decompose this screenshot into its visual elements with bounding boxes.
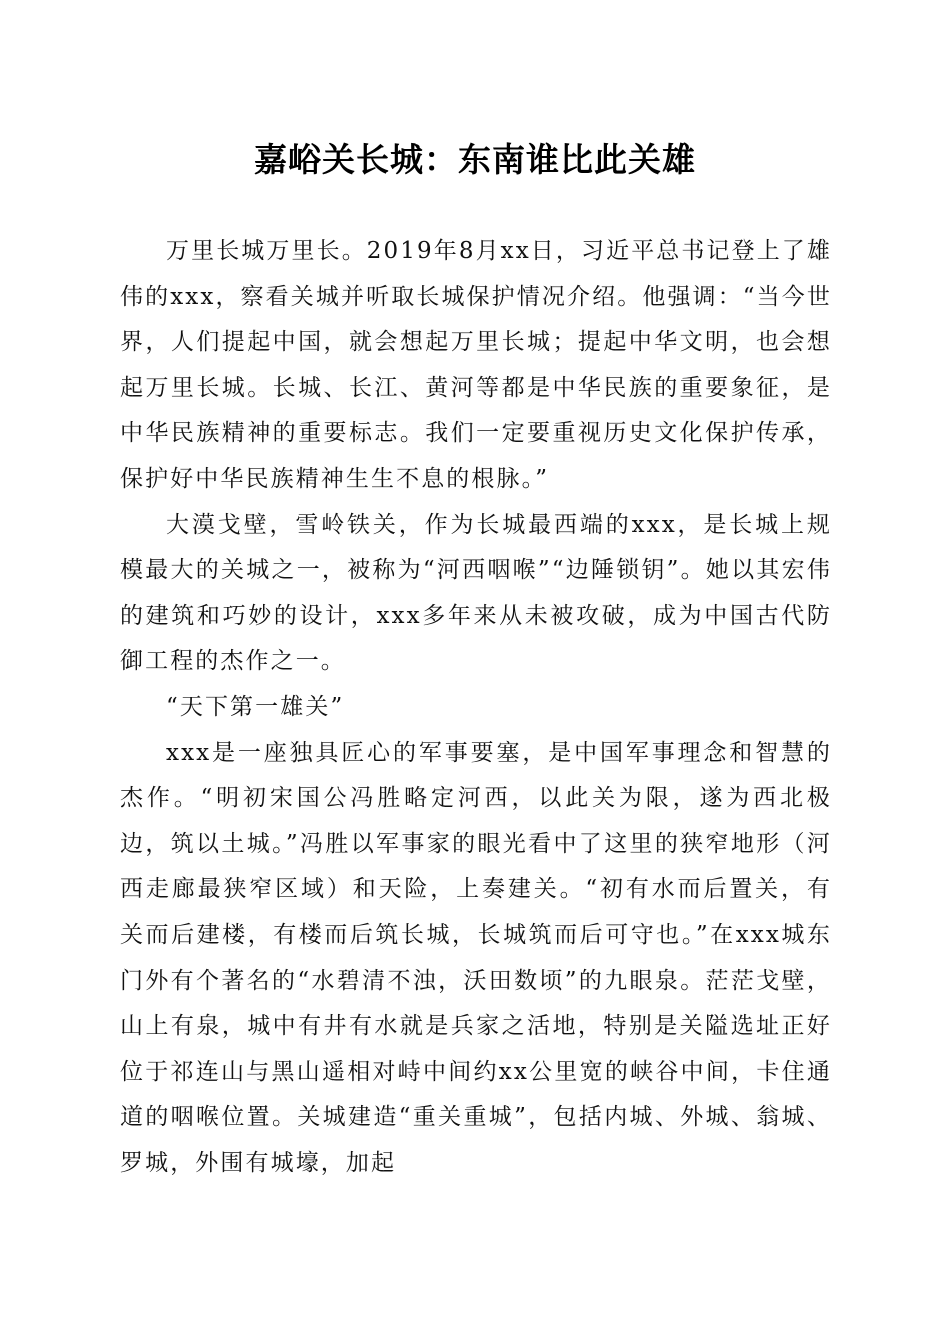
- document-body: [120, 229, 832, 1186]
- paragraph-jiayuguan-overview: 大漠戈壁，雪岭铁关，作为长城最西端的xxx，是长城上规模最大的关城之一，被称为“河西咽喉”“边陲锁钥”。她以其宏伟的建筑和巧妙的设计，xxx多年来从未被攻破，成为中国古代防御工程的杰作之一。: [120, 511, 832, 675]
- section-heading: “天下第一雄关”: [166, 693, 345, 720]
- paragraph-military-fortress: xxx是一座独具匠心的军事要塞，是中国军事理念和智慧的杰作。“明初宋国公冯胜略定河西，以此关为限，遂为西北极边，筑以土城。”冯胜以军事家的眼光看中了这里的狭窄地形（河西走廊最狭窄区域）和天险，上奏建关。“初有水而后置关，有关而后建楼，有楼而后筑长城，长城筑而后可守也。”在xxx城东门外有个著名的“水碧清不浊，沃田数顷”的九眼泉。茫茫戈壁，山上有泉，城中有井有水就是兵家之活地，特别是关隘选址正好位于祁连山与黑山遥相对峙中间约xx公里宽的峡谷中间，卡住通道的咽喉位置。关城建造“重关重城”，包括内城、外城、翁城、罗城，外围有城壕，加起: [120, 739, 832, 1176]
- document-title: 嘉峪关长城：东南谁比此关雄: [254, 140, 696, 179]
- paragraph-intro: 万里长城万里长。2019年8月xx日，习近平总书记登上了雄伟的xxx，察看关城并听取长城保护情况介绍。他强调：“当今世界，人们提起中国，就会想起万里长城；提起中华文明，也会想起万里长城。长城、长江、黄河等都是中华民族的重要象征，是中华民族精神的重要标志。我们一定要重视历史文化保护传承，保护好中华民族精神生生不息的根脉。”: [120, 238, 833, 492]
